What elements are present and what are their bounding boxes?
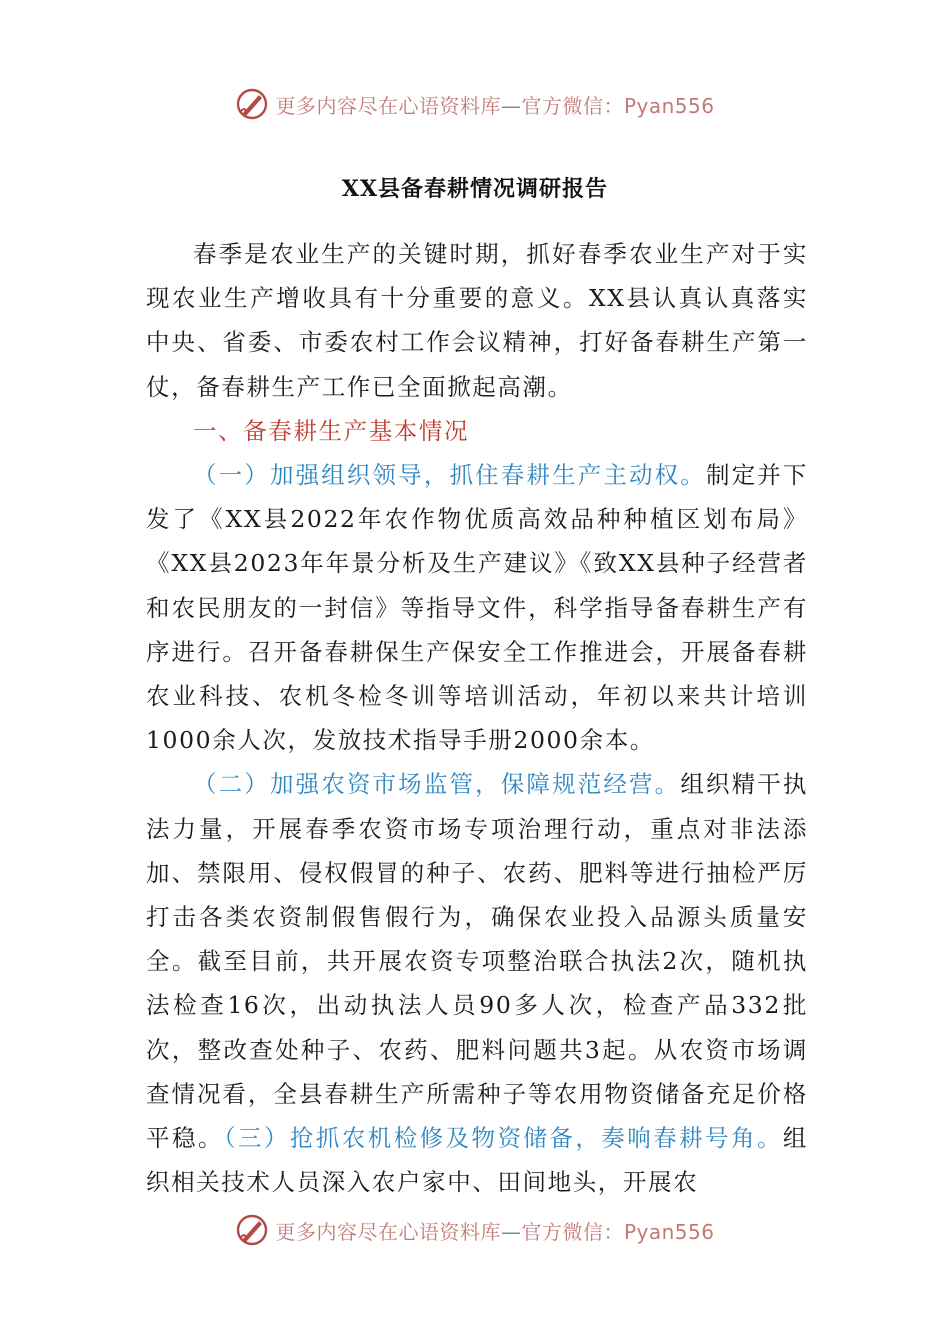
document-body	[146, 232, 808, 1204]
watermark-main: 更多内容尽在心语资料库	[275, 1219, 501, 1244]
pen-logo-icon	[235, 1213, 269, 1247]
watermark-main: 更多内容尽在心语资料库	[275, 93, 501, 118]
pen-logo-icon	[235, 87, 269, 121]
section-1-heading: 一、备春耕生产基本情况	[193, 416, 470, 445]
item-1-paragraph	[146, 453, 808, 762]
item-2-title: （二）加强农资市场监管，保障规范经营。	[193, 770, 681, 799]
footer-watermark	[0, 1210, 950, 1250]
document-title: XX县备春耕情况调研报告	[341, 176, 609, 202]
item-1-text: 制定并下发了《XX县2022年农作物优质高效品种种植区划布局》《XX县2023年年景分析及生产建议》《致XX县种子经营者和农民朋友的一封信》等指导文件，科学指导备春耕生产有序进行。召开备春耕保生产保安全工作推进会，开展备春耕农业科技、农机冬检冬训等培训活动，年初以来共计培训1000余人次，发放技术指导手册2000余本。	[146, 461, 808, 755]
watermark-suffix: 官方微信：Pyan556	[521, 1219, 715, 1244]
watermark-text	[275, 90, 714, 119]
watermark-dash: —	[500, 93, 522, 118]
intro-paragraph: 春季是农业生产的关键时期，抓好春季农业生产对于实现农业生产增收具有十分重要的意义。XX县认真认真落实中央、省委、市委农村工作会议精神，打好备春耕生产第一仗，备春耕生产工作已全面掀起高潮。	[146, 240, 808, 401]
item-3-title: （三）抢抓农机检修及物资储备，奏响春耕号角。	[223, 1124, 783, 1153]
watermark-dash: —	[500, 1219, 522, 1244]
watermark-suffix: 官方微信：Pyan556	[521, 93, 715, 118]
header-watermark	[0, 84, 950, 124]
item-2-text: 组织精干执法力量，开展春季农资市场专项治理行动，重点对非法添加、禁限用、侵权假冒的种子、农药、肥料等进行抽检严厉打击各类农资制假售假行为，确保农业投入品源头质量安全。截至目前，共开展农资专项整治联合执法2次，随机执法检查16次，出动执法人员90多人次，检查产品332批次，整改查处种子、农药、肥料问题共3起。从农资市场调查情况看，全县春耕生产所需种子等农用物资储备充足价格平稳。	[146, 770, 809, 1153]
watermark-text	[275, 1216, 714, 1245]
item-2-paragraph	[146, 762, 808, 1204]
item-1-title: （一）加强组织领导，抓住春耕生产主动权。	[193, 461, 706, 490]
item-3-text: 组织相关技术人员深入农户家中、田间地头，开展农	[146, 1124, 808, 1197]
